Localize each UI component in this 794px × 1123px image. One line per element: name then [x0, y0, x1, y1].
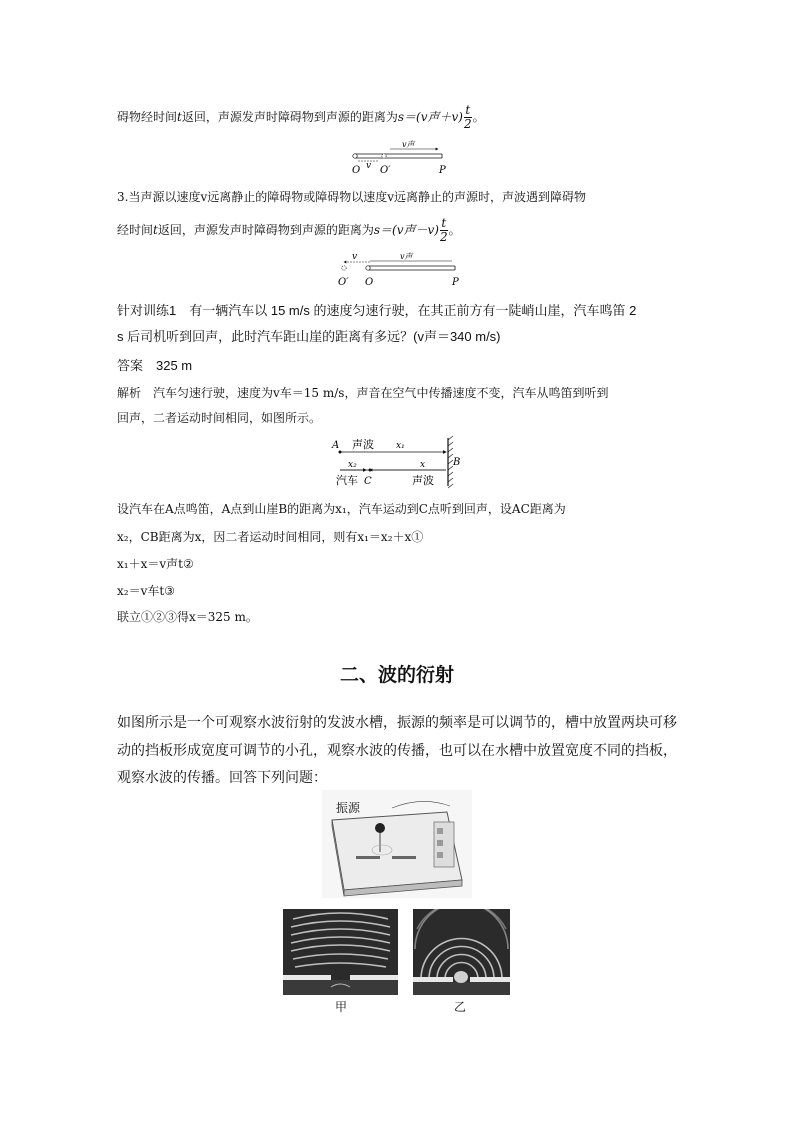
text: 碍物经时间: [117, 110, 178, 124]
diffraction-photo-jia: [283, 909, 398, 995]
answer: 答案 325 m: [117, 358, 193, 373]
label-x1: x₁: [396, 441, 405, 451]
period: 。: [472, 110, 485, 124]
solution-line-4: x₂＝v车t③: [117, 584, 175, 598]
diagram-source-recede: [330, 252, 470, 290]
diagram-echo: [330, 434, 470, 490]
fraction-t-over-2: $\frac{t}{2}$: [463, 103, 472, 131]
explanation-line-2: 回声，二者运动时间相同，如图所示。: [117, 411, 322, 425]
text-line-3: [117, 217, 677, 244]
label-v-sound: v声: [400, 252, 413, 261]
text-line-2: 3.当声源以速度v远离静止的障碍物或障碍物以速度v远离静止的声源时，声波遇到障碍物: [117, 190, 587, 204]
formula: s＝(v声＋v): [397, 110, 463, 124]
label-P: P: [452, 277, 459, 288]
paragraph-line-1: 如图所示是一个可观察水波衍射的发波水槽，振源的频率是可以调节的，槽中放置两块可移: [117, 714, 677, 730]
label-O-prime: O′: [380, 165, 391, 176]
label-A: A: [332, 440, 340, 451]
text: 返回，声源发声时障碍物到声源的距离为: [181, 110, 398, 124]
label-source: 振源: [336, 801, 361, 815]
label-O-prime: O′: [338, 277, 349, 288]
label-x: x: [420, 460, 426, 470]
label-B: B: [453, 457, 461, 468]
solution-line-1: 设汽车在A点鸣笛，A点到山崖B的距离为x₁，汽车运动到C点听到回声，设AC距离为: [117, 502, 566, 516]
caption-yi: 乙: [454, 1000, 467, 1014]
question-line-2: s 后司机听到回声，此时汽车距山崖的距离有多远？(v声＝340 m/s): [117, 329, 501, 344]
formula: s＝(v声－v): [373, 223, 439, 237]
fraction-t-over-2: $\frac{t}{2}$: [439, 216, 448, 244]
diffraction-photo-yi: [413, 909, 510, 995]
ripple-tank-photo: [322, 790, 472, 898]
text: 经时间: [117, 223, 154, 237]
text-line-1: [117, 104, 677, 131]
label-C: C: [364, 476, 372, 487]
period: 。: [448, 223, 461, 237]
label-sound-wave-1: 声波: [352, 438, 374, 451]
label-v: v: [352, 252, 358, 262]
explanation-line-1: 解析 汽车匀速行驶，速度为v车＝15 m/s，声音在空气中传播速度不变，汽车从鸣笛到听到: [117, 386, 609, 400]
diagram-source-approach: [340, 140, 460, 178]
label-v: v: [366, 161, 372, 171]
label-v-sound: v声: [402, 140, 415, 149]
label-car: 汽车: [336, 474, 358, 487]
var-t: t: [177, 110, 182, 124]
solution-line-3: x₁＋x＝v声t②: [117, 557, 194, 571]
label-P: P: [439, 165, 446, 176]
caption-jia: 甲: [335, 1000, 348, 1014]
label-O: O: [352, 165, 361, 176]
section-title: 二、波的衍射: [339, 664, 454, 686]
solution-line-2: x₂，CB距离为x，因二者运动时间相同，则有x₁＝x₂＋x①: [117, 530, 424, 544]
var-t: t: [153, 223, 158, 237]
label-x2: x₂: [348, 460, 357, 470]
text: 返回，声源发声时障碍物到声源的距离为: [157, 223, 374, 237]
solution-line-5: 联立①②③得x＝325 m。: [117, 610, 258, 624]
question-line-1: 针对训练1 有一辆汽车以 15 m/s 的速度匀速行驶，在其正前方有一陡峭山崖，汽车鸣笛 2: [117, 303, 637, 318]
label-sound-wave-2: 声波: [412, 474, 434, 487]
paragraph-line-2: 动的挡板形成宽度可调节的小孔，观察水波的传播，也可以在水槽中放置宽度不同的挡板，: [117, 742, 677, 758]
label-O: O: [365, 277, 374, 288]
paragraph-line-3: 观察水波的传播。回答下列问题：: [117, 769, 327, 785]
